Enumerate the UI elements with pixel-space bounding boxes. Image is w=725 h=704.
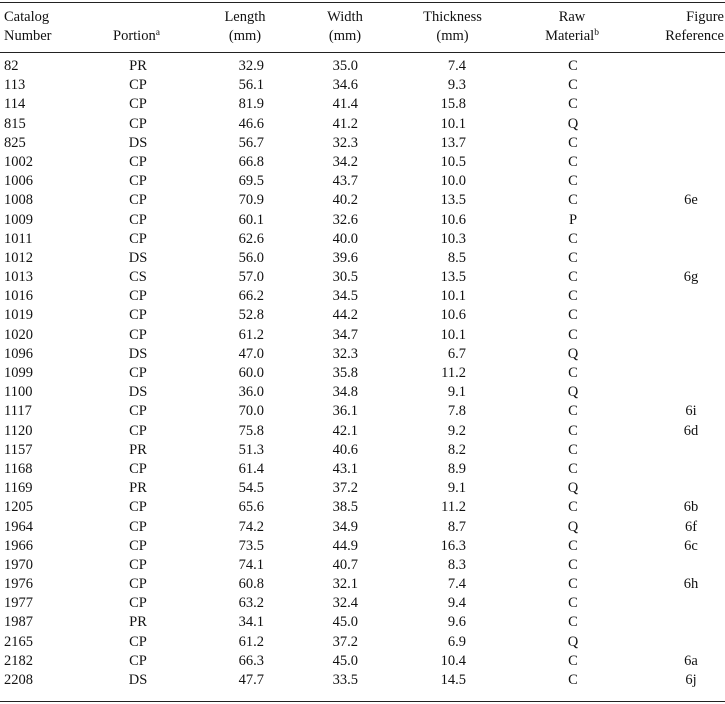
table-row	[0, 191, 725, 210]
table-row	[0, 95, 725, 114]
cell-width: 44.2	[332, 307, 358, 324]
table-row	[0, 153, 725, 172]
cell-figure-reference: 6i	[685, 403, 697, 420]
cell-portion: PR	[129, 441, 147, 458]
cell-catalog-number: 1976	[4, 576, 33, 593]
cell-raw-material: C	[568, 96, 578, 113]
cell-length: 74.1	[238, 556, 264, 573]
cell-thickness: 10.6	[440, 307, 466, 324]
cell-raw-material: C	[568, 153, 578, 170]
cell-portion: CP	[129, 288, 147, 305]
table-row	[0, 422, 725, 441]
cell-width: 35.8	[332, 365, 358, 381]
cell-thickness: 6.7	[447, 345, 466, 362]
cell-catalog-number: 1016	[4, 288, 33, 305]
cell-width: 33.5	[332, 672, 358, 688]
table-body	[0, 57, 725, 690]
cell-figure-reference: 6c	[684, 537, 698, 554]
cell-catalog-number: 1012	[4, 249, 33, 266]
table-row	[0, 537, 725, 556]
table-row	[0, 345, 725, 364]
cell-portion: CP	[129, 192, 147, 209]
header-thickness-unit: (mm)	[436, 28, 469, 44]
cell-length: 60.0	[238, 365, 264, 381]
cell-thickness: 8.3	[447, 556, 466, 573]
cell-thickness: 10.0	[440, 173, 466, 190]
cell-portion: CP	[129, 365, 147, 381]
cell-raw-material: C	[568, 134, 578, 151]
cell-thickness: 13.5	[440, 269, 466, 286]
cell-thickness: 11.2	[441, 499, 466, 516]
cell-thickness: 10.4	[440, 652, 466, 669]
cell-thickness: 10.1	[440, 288, 466, 305]
header-width-unit: (mm)	[328, 28, 362, 44]
cell-width: 45.0	[332, 652, 358, 669]
cell-width: 40.6	[332, 441, 358, 458]
cell-catalog-number: 1096	[4, 345, 33, 362]
cell-portion: CP	[129, 537, 147, 554]
cell-raw-material: C	[568, 576, 578, 593]
header-catalog-line1: Catalog	[4, 9, 50, 25]
cell-catalog-number: 1987	[4, 614, 33, 631]
cell-figure-reference: 6e	[684, 192, 698, 209]
cell-catalog-number: 1117	[4, 403, 32, 420]
cell-raw-material: C	[568, 288, 578, 305]
cell-portion: PR	[129, 58, 147, 74]
cell-length: 74.2	[238, 518, 264, 535]
header-length	[205, 8, 285, 46]
cell-catalog-number: 1006	[4, 173, 33, 190]
cell-portion: CP	[129, 460, 147, 477]
header-thickness	[400, 8, 505, 46]
table-row	[0, 287, 725, 306]
cell-length: 47.7	[238, 672, 264, 688]
cell-raw-material: Q	[567, 480, 579, 497]
cell-length: 51.3	[238, 441, 264, 458]
table-row	[0, 230, 725, 249]
cell-raw-material: C	[568, 77, 578, 94]
table-row	[0, 211, 725, 230]
cell-catalog-number: 82	[4, 58, 19, 74]
cell-width: 32.4	[332, 595, 358, 612]
cell-thickness: 9.1	[447, 384, 466, 401]
cell-thickness: 8.7	[447, 518, 466, 535]
cell-figure-reference: 6a	[684, 652, 698, 669]
cell-width: 34.6	[332, 77, 358, 94]
cell-length: 56.0	[238, 249, 264, 266]
cell-raw-material: Q	[567, 633, 579, 650]
cell-width: 41.2	[332, 115, 358, 132]
cell-width: 38.5	[332, 499, 358, 516]
table-row	[0, 172, 725, 191]
cell-portion: CS	[129, 269, 147, 286]
cell-width: 34.5	[332, 288, 358, 305]
cell-raw-material: C	[568, 230, 578, 247]
table-bottom-rule	[0, 701, 725, 702]
header-width	[305, 8, 385, 46]
cell-raw-material: C	[568, 192, 578, 209]
cell-figure-reference: 6h	[683, 576, 699, 593]
cell-catalog-number: 1002	[4, 153, 33, 170]
cell-length: 52.8	[238, 307, 264, 324]
table-row	[0, 498, 725, 517]
cell-raw-material: C	[568, 441, 578, 458]
cell-width: 44.9	[332, 537, 358, 554]
cell-portion: CP	[129, 652, 147, 669]
header-raw-line1: Raw	[558, 9, 586, 25]
header-length-line1: Length	[224, 9, 266, 25]
cell-catalog-number: 1970	[4, 556, 33, 573]
cell-raw-material: Q	[567, 345, 579, 362]
cell-width: 42.1	[332, 422, 358, 439]
cell-width: 37.2	[332, 633, 358, 650]
cell-portion: CP	[129, 576, 147, 593]
cell-figure-reference: 6d	[683, 422, 699, 439]
cell-raw-material: C	[568, 403, 578, 420]
cell-catalog-number: 1009	[4, 211, 33, 228]
cell-portion: DS	[128, 249, 148, 266]
cell-width: 45.0	[332, 614, 358, 631]
cell-catalog-number: 1169	[4, 480, 33, 497]
cell-thickness: 9.1	[447, 480, 466, 497]
cell-catalog-number: 1019	[4, 307, 33, 324]
table-row	[0, 652, 725, 671]
cell-raw-material: C	[568, 249, 578, 266]
cell-raw-material: C	[568, 58, 578, 74]
cell-thickness: 8.2	[447, 441, 466, 458]
cell-length: 81.9	[238, 96, 264, 113]
table-row	[0, 76, 725, 95]
cell-catalog-number: 1168	[4, 460, 33, 477]
cell-raw-material: C	[568, 595, 578, 612]
cell-length: 47.0	[238, 345, 264, 362]
cell-catalog-number: 1157	[4, 441, 33, 458]
cell-raw-material: C	[568, 556, 578, 573]
cell-catalog-number: 2208	[4, 672, 33, 688]
cell-figure-reference: 6g	[683, 269, 699, 286]
cell-figure-reference: 6j	[685, 672, 697, 688]
cell-thickness: 6.9	[447, 633, 466, 650]
cell-raw-material: C	[568, 460, 578, 477]
table-row	[0, 575, 725, 594]
cell-catalog-number: 1964	[4, 518, 33, 535]
cell-thickness: 7.4	[447, 576, 466, 593]
cell-length: 60.8	[238, 576, 264, 593]
cell-raw-material: C	[568, 269, 578, 286]
cell-thickness: 9.6	[447, 614, 466, 631]
cell-portion: CP	[129, 115, 147, 132]
cell-raw-material: C	[568, 326, 578, 343]
cell-thickness: 10.6	[440, 211, 466, 228]
cell-portion: DS	[128, 345, 148, 362]
table-row	[0, 556, 725, 575]
cell-length: 65.6	[238, 499, 264, 516]
header-catalog-number	[4, 8, 52, 46]
cell-length: 63.2	[238, 595, 264, 612]
cell-width: 32.1	[332, 576, 358, 593]
table-row	[0, 268, 725, 287]
cell-width: 40.2	[332, 192, 358, 209]
cell-width: 43.7	[332, 173, 358, 190]
table-row	[0, 115, 725, 134]
cell-raw-material: C	[568, 365, 578, 381]
header-portion-footnote: a	[155, 28, 160, 38]
header-figure-reference	[640, 8, 724, 46]
cell-catalog-number: 1100	[4, 384, 33, 401]
cell-length: 61.2	[238, 633, 264, 650]
header-raw-footnote: b	[594, 28, 599, 38]
table-row	[0, 57, 725, 76]
cell-length: 61.4	[238, 460, 264, 477]
cell-width: 40.0	[332, 230, 358, 247]
header-length-unit: (mm)	[228, 28, 262, 44]
cell-catalog-number: 113	[4, 77, 26, 94]
cell-catalog-number: 1013	[4, 269, 33, 286]
cell-portion: CP	[129, 422, 147, 439]
cell-catalog-number: 815	[4, 115, 26, 132]
cell-length: 34.1	[238, 614, 264, 631]
cell-catalog-number: 1966	[4, 537, 33, 554]
cell-portion: CP	[129, 96, 147, 113]
table-row	[0, 479, 725, 498]
table-row	[0, 364, 725, 383]
cell-length: 70.9	[238, 192, 264, 209]
cell-length: 46.6	[238, 115, 264, 132]
cell-raw-material: Q	[567, 115, 579, 132]
cell-portion: DS	[128, 384, 148, 401]
cell-catalog-number: 2165	[4, 633, 33, 650]
table-row	[0, 594, 725, 613]
cell-width: 32.3	[332, 134, 358, 151]
header-portion-label: Portion	[113, 28, 156, 44]
cell-length: 62.6	[238, 230, 264, 247]
table-row	[0, 326, 725, 345]
table-row	[0, 306, 725, 325]
cell-width: 37.2	[332, 480, 358, 497]
cell-figure-reference: 6b	[683, 499, 699, 516]
cell-thickness: 9.3	[447, 77, 466, 94]
cell-catalog-number: 1977	[4, 595, 33, 612]
cell-thickness: 10.5	[440, 153, 466, 170]
cell-length: 36.0	[238, 384, 264, 401]
cell-width: 32.3	[332, 345, 358, 362]
cell-raw-material: Q	[567, 384, 579, 401]
cell-portion: PR	[129, 480, 147, 497]
cell-length: 60.1	[238, 211, 264, 228]
cell-thickness: 10.3	[440, 230, 466, 247]
header-raw-material	[532, 8, 612, 46]
cell-thickness: 13.5	[440, 192, 466, 209]
cell-length: 54.5	[238, 480, 264, 497]
cell-raw-material: C	[568, 499, 578, 516]
cell-raw-material: C	[568, 307, 578, 324]
cell-width: 32.6	[332, 211, 358, 228]
cell-catalog-number: 1120	[4, 422, 33, 439]
cell-portion: CP	[129, 633, 147, 650]
cell-portion: DS	[128, 672, 148, 688]
cell-raw-material: C	[568, 672, 578, 688]
cell-length: 73.5	[238, 537, 264, 554]
cell-portion: CP	[129, 595, 147, 612]
cell-width: 34.9	[332, 518, 358, 535]
cell-width: 30.5	[332, 269, 358, 286]
cell-width: 36.1	[332, 403, 358, 420]
cell-catalog-number: 1011	[4, 230, 33, 247]
cell-catalog-number: 825	[4, 134, 26, 151]
cell-portion: CP	[129, 403, 147, 420]
cell-thickness: 8.9	[447, 460, 466, 477]
table-row	[0, 441, 725, 460]
cell-portion: CP	[129, 77, 147, 94]
cell-portion: DS	[128, 134, 148, 151]
table-row	[0, 671, 725, 690]
cell-length: 66.3	[238, 652, 264, 669]
cell-length: 75.8	[238, 422, 264, 439]
header-thickness-line1: Thickness	[423, 9, 482, 25]
cell-raw-material: C	[568, 537, 578, 554]
cell-raw-material: C	[568, 614, 578, 631]
cell-portion: CP	[129, 518, 147, 535]
cell-thickness: 11.2	[441, 365, 466, 381]
cell-portion: CP	[129, 326, 147, 343]
cell-length: 69.5	[238, 173, 264, 190]
cell-width: 40.7	[332, 556, 358, 573]
cell-width: 34.8	[332, 384, 358, 401]
header-catalog-line2: Number	[4, 28, 52, 44]
cell-thickness: 15.8	[440, 96, 466, 113]
cell-portion: CP	[129, 211, 147, 228]
cell-length: 66.2	[238, 288, 264, 305]
cell-portion: CP	[129, 153, 147, 170]
header-raw-line2: Material	[545, 28, 595, 44]
cell-portion: PR	[129, 614, 147, 631]
cell-catalog-number: 1020	[4, 326, 33, 343]
cell-catalog-number: 1008	[4, 192, 33, 209]
cell-width: 41.4	[332, 96, 358, 113]
table-row	[0, 460, 725, 479]
cell-figure-reference: 6f	[684, 518, 698, 535]
cell-length: 66.8	[238, 153, 264, 170]
cell-length: 70.0	[238, 403, 264, 420]
header-figure-line2: Reference	[665, 28, 724, 44]
cell-portion: CP	[129, 499, 147, 516]
cell-portion: CP	[129, 556, 147, 573]
table-row	[0, 633, 725, 652]
cell-width: 35.0	[332, 58, 358, 74]
cell-portion: CP	[129, 307, 147, 324]
cell-thickness: 13.7	[440, 134, 466, 151]
cell-catalog-number: 2182	[4, 652, 33, 669]
cell-portion: CP	[129, 173, 147, 190]
cell-thickness: 8.5	[447, 249, 466, 266]
cell-thickness: 9.2	[447, 422, 466, 439]
cell-thickness: 7.4	[447, 58, 466, 74]
cell-length: 56.7	[238, 134, 264, 151]
cell-raw-material: P	[568, 211, 578, 228]
header-figure-line1: Figure	[686, 9, 724, 25]
cell-catalog-number: 1205	[4, 499, 33, 516]
header-bottom-rule	[0, 52, 725, 53]
cell-thickness: 14.5	[440, 672, 466, 688]
cell-width: 39.6	[332, 249, 358, 266]
cell-width: 34.2	[332, 153, 358, 170]
cell-length: 56.1	[238, 77, 264, 94]
table-header	[0, 8, 725, 50]
header-width-line1: Width	[327, 9, 363, 25]
cell-raw-material: C	[568, 652, 578, 669]
cell-width: 43.1	[332, 460, 358, 477]
header-portion	[113, 27, 183, 46]
table-row	[0, 613, 725, 632]
cell-catalog-number: 114	[4, 96, 26, 113]
table-row	[0, 249, 725, 268]
cell-raw-material: C	[568, 173, 578, 190]
cell-thickness: 16.3	[440, 537, 466, 554]
cell-raw-material: C	[568, 422, 578, 439]
cell-raw-material: Q	[567, 518, 579, 535]
cell-width: 34.7	[332, 326, 358, 343]
table-row	[0, 518, 725, 537]
cell-length: 61.2	[238, 326, 264, 343]
cell-length: 32.9	[238, 58, 264, 74]
cell-thickness: 7.8	[447, 403, 466, 420]
cell-thickness: 10.1	[440, 326, 466, 343]
table-row	[0, 134, 725, 153]
cell-portion: CP	[129, 230, 147, 247]
cell-thickness: 9.4	[447, 595, 466, 612]
cell-length: 57.0	[238, 269, 264, 286]
table-top-rule	[0, 2, 725, 3]
cell-thickness: 10.1	[440, 115, 466, 132]
table-row	[0, 402, 725, 421]
cell-catalog-number: 1099	[4, 365, 33, 381]
table-row	[0, 383, 725, 402]
